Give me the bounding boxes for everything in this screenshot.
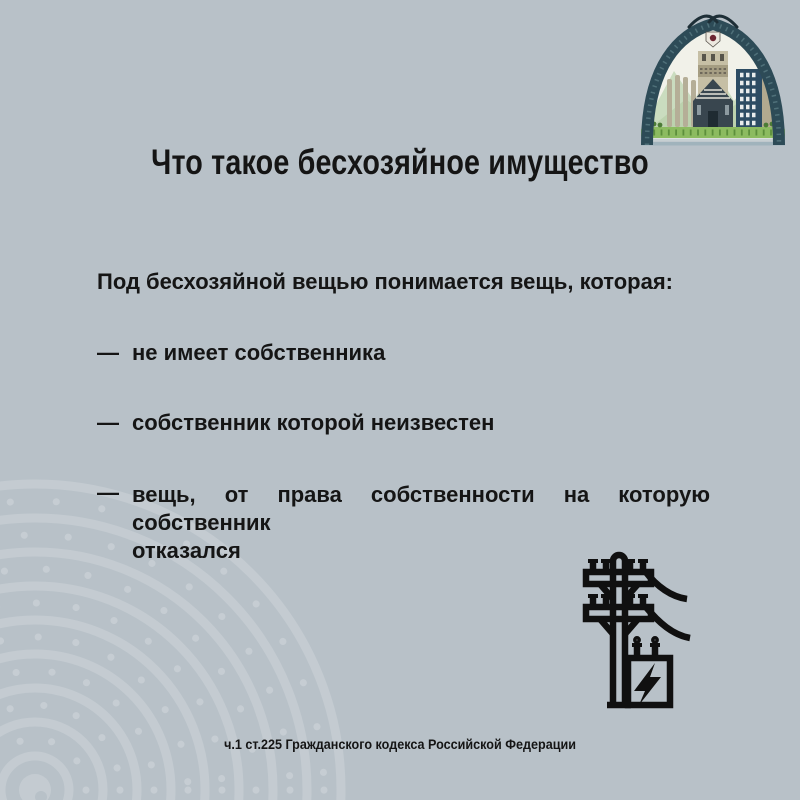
page-title: Что такое бесхозяйное имущество — [151, 143, 649, 182]
intro-text: Под бесхозяйной вещью понимается вещь, которая: — [97, 269, 673, 294]
lightning-bolt-glyph — [634, 663, 661, 705]
bullet-text-line1: вещь, от права собственности на которую собственник — [132, 482, 710, 535]
power-line-icon — [573, 545, 695, 715]
city-emblem-logo — [634, 13, 792, 147]
list-item — [97, 341, 710, 365]
bullet-list — [97, 341, 710, 565]
list-item — [97, 411, 710, 435]
emblem-crest-figure — [710, 35, 716, 41]
dash-marker: — — [97, 410, 119, 435]
legal-citation: ч.1 ст.225 Гражданского кодекса Российской Федерации — [224, 736, 576, 752]
bullet-text: собственник которой неизвестен — [132, 410, 495, 435]
dash-marker: — — [97, 480, 119, 505]
bullet-text-line2: отказался — [132, 538, 241, 563]
bullet-text: не имеет собственника — [132, 340, 386, 365]
dash-marker: — — [97, 340, 119, 365]
